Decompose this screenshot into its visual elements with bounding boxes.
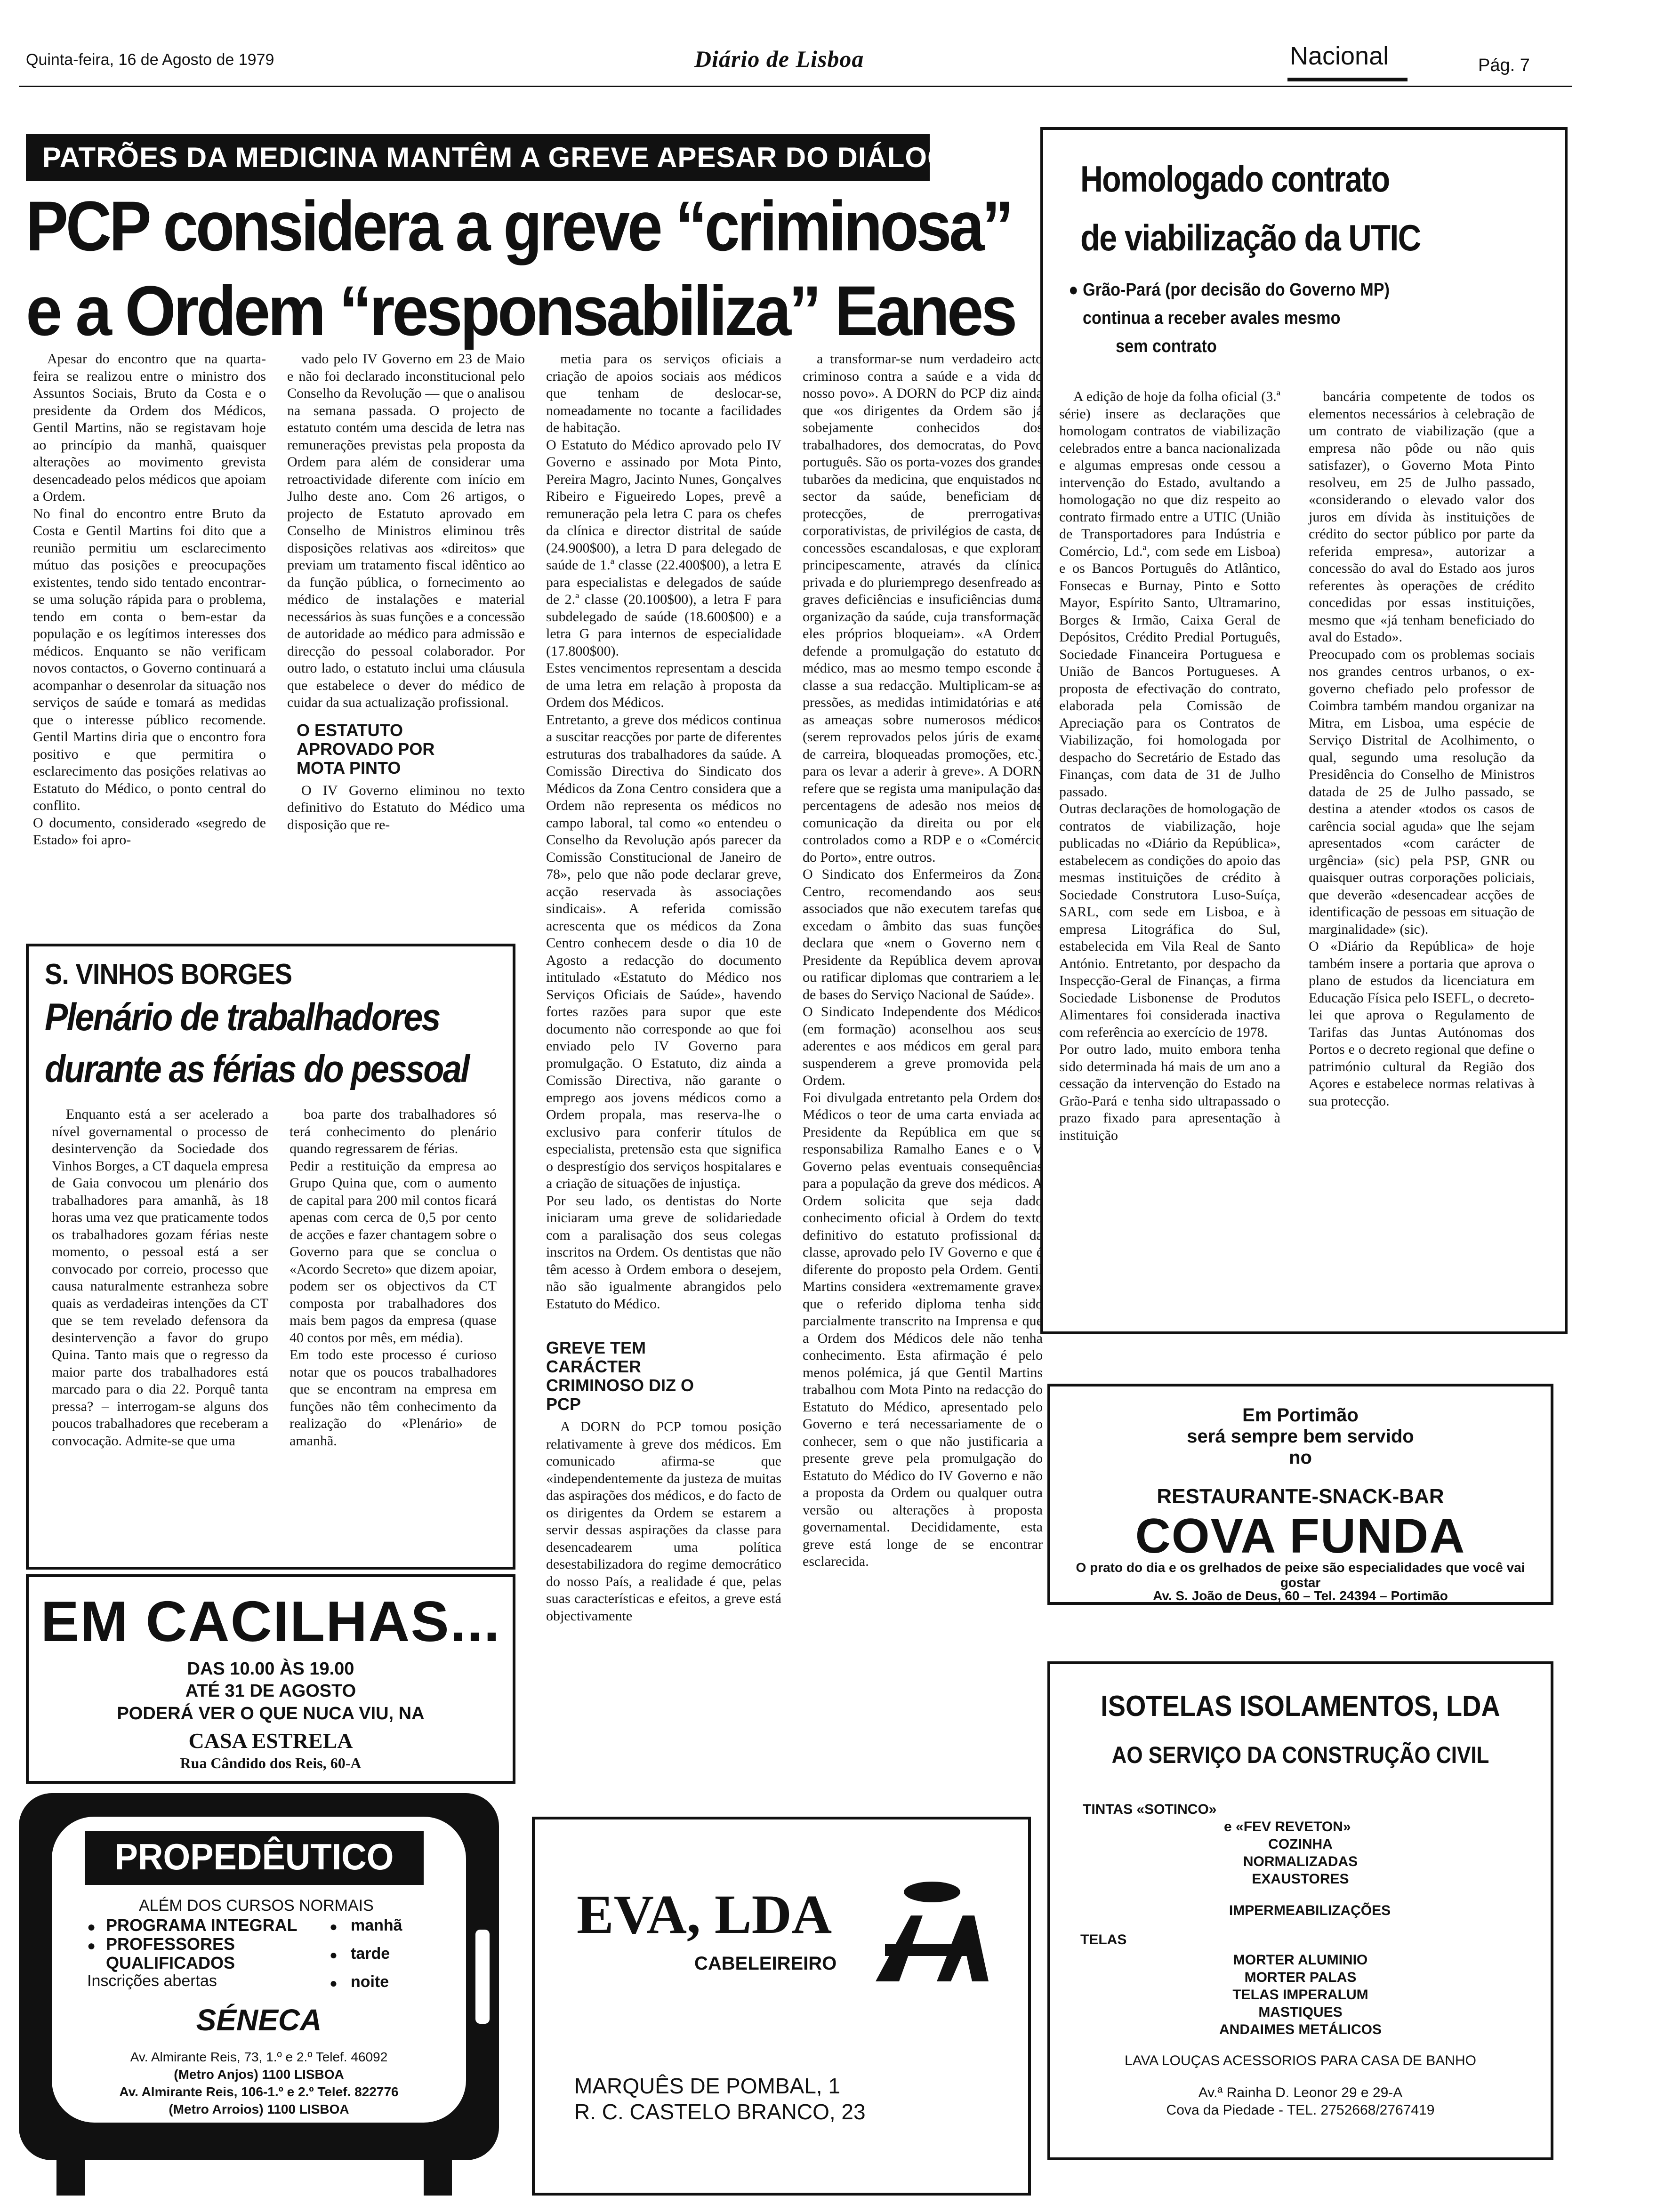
cacilhas-address: Rua Cândido dos Reis, 60-A [180, 1755, 362, 1771]
eva-address-1: MARQUÊS DE POMBAL, 1 [574, 2074, 840, 2098]
isotelas-line-4: NORMALIZADAS [1243, 1854, 1358, 1869]
utic-col-1 [1059, 388, 1280, 1144]
propedeutico-title: PROPEDÊUTICO [114, 1836, 394, 1877]
eva-subtitle: CABELEIREIRO [694, 1953, 837, 1974]
propedeutico-time-3: noite [351, 1973, 389, 1991]
propedeutico-subtitle: ALÉM DOS CURSOS NORMAIS [139, 1897, 374, 1915]
isotelas-line-12: ANDAIMES METÁLICOS [1219, 2022, 1382, 2037]
propedeutico-time-1: manhã [351, 1916, 402, 1934]
page-header [0, 0, 1657, 89]
isotelas-line-3: COZINHA [1268, 1836, 1333, 1852]
propedeutico-address-1: Av. Almirante Reis, 73, 1.º e 2.º Telef. 46092 [130, 2050, 388, 2064]
propedeutico-item-2: PROFESSORES [106, 1934, 235, 1954]
isotelas-line-10: TELAS IMPERALUM [1232, 1987, 1368, 2003]
bullet-icon: ● [87, 1938, 96, 1954]
cova-line-3: no [1289, 1447, 1312, 1468]
cova-line-1: Em Portimão [1242, 1405, 1359, 1426]
vinhos-headline-1: Plenário de trabalhadores [45, 996, 440, 1039]
isotelas-line-11: MASTIQUES [1258, 2004, 1343, 2020]
main-kicker: PATRÕES DA MEDICINA MANTÊM A GREVE APESAR DO DIÁLOGO [42, 142, 973, 173]
cacilhas-line-2: ATÉ 31 DE AGOSTO [185, 1681, 356, 1701]
isotelas-line-8: MORTER ALUMINIO [1233, 1952, 1368, 1968]
vinhos-kicker: S. VINHOS BORGES [45, 958, 292, 991]
main-col-4 [803, 351, 1043, 1571]
subheading: GREVE TEM CARÁCTER CRIMINOSO DIZ O PCP [546, 1338, 694, 1414]
isotelas-line-14: Av.ª Rainha D. Leonor 29 e 29-A [1198, 2085, 1403, 2100]
isotelas-line-9: MORTER PALAS [1244, 1970, 1357, 1985]
header-date: Quinta-feira, 16 de Agosto de 1979 [26, 51, 274, 69]
propedeutico-item-3: Inscrições abertas [87, 1972, 217, 1990]
cacilhas-shop: CASA ESTRELA [188, 1729, 353, 1753]
tv-knob [475, 1930, 490, 2024]
main-col-1 [33, 351, 266, 849]
isotelas-line-1: TINTAS «SOTINCO» [1083, 1802, 1217, 1817]
utic-headline-1: Homologado contrato [1080, 158, 1390, 200]
article-text: bancária competente de todos os elementos necessários à celebração de um contrato de viabilização (que a empresa não pôde ou não quis satisfazer), o Governo Mota Pinto resolveu, em 25 de Julho passado, «considerando o elevado valor dos juros em dívida às instituições de crédito do sector público por parte da referida empresa», autorizar a concessão do aval do Estado aos juros referentes às operações de crédito concedidas por essas instituições, mesmo que «já tenham beneficiado do aval do Estado». Preocupado com os problemas sociais nos grandes centros urbanos, o ex-governo chefiado pelo professor de Coimbra também mandou organizar na Mitra, em Lisboa, uma espécie de Serviço Distrital de Acolhimento, o qual, segundo uma resolução da Presidência do Conselho de Ministros datada de 25 de Julho passado, se destina a atender «todos os casos de carência social aguda» que lhe sejam apresentados «com carácter de urgência» (sic) pela PSP, GNR ou quaisquer outras corporações policiais, que deverão «desencadear acções de identificação de pessoas em situação de marginalidade» (sic). O «Diário da República» de hoje também insere a portaria que aprova o plano de estudos da licenciatura em Educação Física pelo ISEFL, o decreto-lei que aprova o Regulamento de Tarifas das Juntas Autónomas dos Portos e o decreto regional que define o património cultural da Região dos Açores e estabelece normas relativas à sua protecção. [1309, 389, 1535, 1109]
eva-title: EVA, LDA [577, 1883, 832, 1945]
article-text: boa parte dos trabalhadores só terá conhecimento do plenário quando regressarem de férias. Pedir a restituição da empresa ao Grupo Quina que, com o aumento de capital para 200 mil contos ficará apenas com cerca de 0,5 por cento de acções e fazer chantagem sobre o Governo para que se conclua o «Acordo Secreto» que dizem apoiar, podem ser os objectivos da CT composta por trabalhadores dos mais bem pagos da empresa (quase 40 contos por mês, em média). Em todo este processo é curioso notar que os poucos trabalhadores que se encontram na empresa em funções não têm conhecimento da realização do «Plenário» de amanhã. [290, 1106, 497, 1449]
article-text: Enquanto está a ser acelerado a nível governamental o processo de desintervenção da Sociedade dos Vinhos Borges, a CT daquela empresa de Gaia convocou um plenário dos trabalhadores para amanhã, às 18 horas uma vez que praticamente todos os trabalhadores gozam férias neste momento, o pessoal está a ser convocado por correio, processo que causa naturalmente estranheza sobre quais as verdadeiras intenções da CT que se tem revelado defensora da desintervenção a favor do grupo Quina. Tanto mais que o regresso da maior parte dos trabalhadores está marcado para o dia 22. Porquê tanta pressa? – interrogam-se alguns dos poucos trabalhadores que receberam a convocação. Admite-se que uma [52, 1106, 268, 1449]
cova-tagline: O prato do dia e os grelhados de peixe são especialidades que você vai gostar [1076, 1560, 1525, 1590]
cova-name: COVA FUNDA [1135, 1509, 1466, 1563]
vinhos-headline-2: durante as férias do pessoal [45, 1048, 469, 1090]
bullet-icon: ● [330, 1919, 338, 1934]
isotelas-line-15: Cova da Piedade - TEL. 2752668/2767419 [1166, 2102, 1435, 2118]
logo-head [904, 1882, 960, 1902]
main-headline-2: e a Ordem “responsabiliza” Eanes [26, 271, 1015, 350]
seneca-name: SÉNECA [196, 2003, 322, 2037]
propedeutico-time-2: tarde [351, 1945, 390, 1963]
utic-headline-2: de viabilização da UTIC [1080, 217, 1421, 258]
article-text: a transformar-se num verdadeiro acto criminoso contra a saúde e a vida do nosso povo». A DORN do PCP diz ainda que «os dirigentes da Ordem são já sobejamente conhecidos dos trabalhadores, dos democratas, do Povo português. São os porta-vozes dos grandes tubarões da medicina, que enquistados no sector da saúde, beneficiam de protecções, de prerrogativas corporativistas, de privilégios de casta, de concessões escandalosas, e que exploram principescamente, através da clínica privada e do pluriemprego desenfreado as graves deficiências e insuficiências duma organização da saúde, cuja transformação eles próprios bloqueiam». «A Ordem defende a promulgação do estatuto do médico, mas ao mesmo tempo esconde à classe a sua redacção. Multiplicam-se as pressões, as medidas intimidatórias e até as ameaças sobre numerosos médicos (serem reprovados pelos júris de exame de carreira, bloqueadas promoções, etc.) para os levar a aderir à greve». A DORN refere que se regista uma manipulação das percentagens de adesão nos meios de comunicação da direita ou por ele controlados como a RDP e o «Comércio do Porto», entre outros. O Sindicato dos Enfermeiros da Zona Centro, recomendando aos seus associados que não executem tarefas que excedam o âmbito das suas funções declara que «nem o Governo nem o Presidente da República devem aprovar ou ratificar diplomas que contrariem a lei de bases do Serviço Nacional de Saúde». O Sindicato Independente dos Médicos (em formação) aconselhou aos seus aderentes e aos médicos em geral para suspenderem a greve promovida pela Ordem. Foi divulgada entretanto pela Ordem dos Médicos o teor de uma carta enviada ao Presidente da República em que se responsabiliza Ramalho Eanes e o V Governo pelas eventuais consequências para a população da greve dos médicos. A Ordem solicita que seja dado conhecimento oficial à Ordem do texto definitivo do estatuto profissional da classe, aprovado pelo IV Governo e que é diferente do proposto pela Ordem. Gentil Martins considera «extremamente grave» que o referido diploma tenha sido parcialmente transcrito na Imprensa e que a Ordem dos Médicos dele não tenha conhecimento. Esta afirmação é pelo menos polémica, já que Gentil Martins trabalhou com Mota Pinto na redacção do Estatuto do Médico, apresentado pelo Governo e terá necessariamente de o conhecer, sem o que não justificaria a presente greve pela promulgação do Estatuto do Médico do IV Governo e não a proposta da Ordem ou qualquer outra versão ou alterações à proposta governamental. Decididamente, esta greve está longe de se encontrar esclarecida. [803, 351, 1043, 1569]
cacilhas-title: EM CACILHAS... [40, 1589, 501, 1653]
logo-bar [885, 1944, 979, 1956]
section-name: Nacional [1290, 42, 1389, 70]
main-headline-1: PCP considera a greve “criminosa” [26, 186, 1011, 265]
utic-col-2 [1309, 388, 1535, 1110]
bullet-icon: ● [330, 1976, 338, 1990]
article-text: Apesar do encontro que na quarta-feira se realizou entre o ministro dos Assuntos Sociais, Bruto da Costa e o presidente da Ordem dos Médicos, Gentil Martins, não se registavam hoje ao princípio da manhã, quaisquer alterações ao movimento grevista desencadeado pelos médicos que apoiam a Ordem. No final do encontro entre Bruto da Costa e Gentil Martins foi dito que a reunião permitiu um esclarecimento mútuo das posições e preocupações existentes, tendo sido tentado encontrar-se uma solução rápida para o problema, tendo em conta o bem-estar da população e os legítimos interesses dos médicos. Enquanto se não verificam novos contactos, o Governo continuará a acompanhar o desenrolar da situação nos serviços de saúde e tomará as medidas que o interesse público recomende. Gentil Martins diria que o encontro fora positivo e que permitira o esclarecimento das posições relativas ao Estatuto do Médico, o ponto central do conflito. O documento, considerado «segredo de Estado» foi apro- [33, 351, 266, 848]
eva-ad [532, 1817, 1031, 2196]
tv-foot-right [424, 2160, 452, 2196]
article-text: A edição de hoje da folha oficial (3.ª série) insere as declarações que homologam contratos de viabilização celebrados entre a banca nacionalizada e algumas empresas onde cessou a intervenção do Estado, avultando a homologação no que diz respeito ao contrato firmado entre a UTIC (União de Transportadores para Indústria e Comércio, Ld.ª, com sede em Lisboa) e os Bancos Português do Atlântico, Fonsecas e Burnay, Pinto e Sotto Mayor, Espírito Santo, Ultramarino, Borges & Irmão, Caixa Geral de Depósitos, Crédito Predial Português, Sociedade Financeira Portuguesa e União de Bancos Portugueses. A proposta de efectivação do contrato, elaborada pela Comissão de Apreciação para os Contratos de Viabilização, foi homologada por despacho do Secretário de Estado das Finanças, com data de 31 de Julho passado. Outras declarações de homologação de contratos de viabilização, hoje publicadas no «Diário da República», estabelecem as condições do apoio das mesmas instituições de crédito à Sociedade Construtora Luso-Suíça, SARL, com sede em Lisboa, e à empresa Litográfica do Sul, estabelecida em Vila Real de Santo António. Entretanto, por despacho da Inspecção-Geral de Finanças, a firma Sociedade Lisbonense de Produtos Alimentares foi considerada inactiva com referência ao exercício de 1978. Por outro lado, muito embora tenha sido determinada há mais de um ano a cessação da intervenção do Estado na Grão-Pará e tenha sido ultrapassado o prazo fixado para apresentação à instituição [1059, 389, 1280, 1143]
section-underline [1287, 78, 1408, 81]
propedeutico-address-4: (Metro Arroios) 1100 LISBOA [169, 2102, 349, 2116]
propedeutico-item-1: PROGRAMA INTEGRAL [106, 1915, 298, 1935]
article-text: vado pelo IV Governo em 23 de Maio e não foi declarado inconstitucional pelo Conselho da Revolução — que o analisou na semana passada. O projecto de estatuto contém uma descida de letra nas remunerações previstas pela proposta da Ordem para além de considerar uma retroactividade diferente com início em Julho deste ano. Com 26 artigos, o projecto de Estatuto aprovado em Conselho de Ministros eliminou três disposições relativas aos «direitos» que previam um tratamento fiscal idêntico ao da função pública, o fornecimento ao médico de instalações e material necessários às suas funções e a concessão de autoridade ao médico para admissão e direcção do pessoal colaborador. Por outro lado, o estatuto inclui uma cláusula que estabelece o dever do médico de cuidar da sua actualização profissional. [287, 351, 525, 710]
isotelas-line-2: e «FEV REVETON» [1224, 1819, 1351, 1835]
propedeutico-item-2b: QUALIFICADOS [106, 1953, 235, 1972]
article-text: A DORN do PCP tomou posição relativamente à greve dos médicos. Em comunicado afirma-se que «independentemente da justeza de muitas das aspirações dos médicos, e do facto de os dirigentes da Ordem se estarem a servir dessas aspirações da classe para desencadearem uma política desestabilizadora do regime democrático do nosso País, a realidade é que, pelas suas características e efeitos, a greve está objectivamente [546, 1419, 781, 1624]
eva-logo [866, 1878, 998, 1991]
isotelas-line-6: IMPERMEABILIZAÇÕES [1229, 1903, 1391, 1918]
isotelas-line-13: LAVA LOUÇAS ACESSORIOS PARA CASA DE BANHO [1125, 2053, 1476, 2068]
masthead: Diário de Lisboa [694, 46, 864, 72]
isotelas-line-5: EXAUSTORES [1252, 1871, 1349, 1887]
vinhos-col-2 [290, 1106, 497, 1450]
page-number: Pág. 7 [1478, 56, 1530, 75]
cova-kind: RESTAURANTE-SNACK-BAR [1157, 1485, 1444, 1508]
main-col-2 [287, 351, 525, 834]
cova-address: Av. S. João de Deus, 60 – Tel. 24394 – Portimão [1153, 1588, 1448, 1603]
header-rule [19, 86, 1572, 87]
isotelas-title: ISOTELAS ISOLAMENTOS, LDA [1101, 1690, 1500, 1723]
article-text: metia para os serviços oficiais a criação de apoios sociais aos médicos que tenham de deslocar-se, nomeadamente no tocante a facilidades de habitação. O Estatuto do Médico aprovado pelo IV Governo e assinado por Mota Pinto, Pereira Magro, Jacinto Nunes, Gonçalves Ribeiro e Figueiredo Lopes, prevê a remuneração pela letra C para os chefes da clínica e director distrital de saúde (24.900$00), a letra D para delegado de saúde de 1.ª classe (22.400$00), a letra E para especialistas e delegados de saúde de 2.ª classe (20.100$00), a letra F para subdelegado de saúde (18.600$00) e a letra G para internos de especialidade (17.800$00). Estes vencimentos representam a descida de uma letra em relação à proposta da Ordem dos Médicos. Entretanto, a greve dos médicos continua a suscitar reacções por parte de diferentes estruturas dos trabalhadores da saúde. A Comissão Directiva do Sindicato dos Médicos da Zona Centro considera que a Ordem não representa os médicos no campo laboral, tal como «o entendeu o Conselho da Revolução após parecer da Comissão Constitucional de Janeiro de 78», pelo que não pode declarar greve, acção reservada às associações sindicais». A referida comissão acrescenta que os médicos da Zona Centro conhecem desde o dia 10 de Agosto a redacção do documento intitulado «Estatuto do Médico nos Serviços Oficiais de Saúde», havendo fortes razões para supor que este documento não corresponde ao que foi enviado pelo IV Governo para promulgação. O Estatuto, diz ainda a Comissão Directiva, não garante o emprego aos jovens médicos como a Ordem propala, mas reserva-lhe o exclusivo para conferir títulos de especialista, pretensão esta que significa o desprestígio dos serviços hospitalares e a criação de situações de injustiça. Por seu lado, os dentistas do Norte iniciaram uma greve de solidariedade com a paralisação dos seus colegas inscritos na Ordem. Os dentistas que não têm acesso à Ordem embora o desejem, não são igualmente abrangidos pelo Estatuto do Médico. [546, 351, 781, 1312]
propedeutico-address-3: Av. Almirante Reis, 106-1.º e 2.º Telef. 822776 [119, 2084, 399, 2099]
cova-line-2: será sempre bem servido [1187, 1426, 1414, 1447]
tv-foot-left [56, 2160, 85, 2196]
subheading: O ESTATUTO APROVADO POR MOTA PINTO [297, 720, 435, 777]
vinhos-col-1 [52, 1106, 268, 1450]
isotelas-subtitle: AO SERVIÇO DA CONSTRUÇÃO CIVIL [1111, 1742, 1489, 1768]
article-text: O IV Governo eliminou no texto definitivo do Estatuto do Médico uma disposição que re- [287, 782, 525, 833]
utic-subhead-2: continua a receber avales mesmo [1083, 308, 1341, 328]
cacilhas-line-1: DAS 10.00 ÀS 19.00 [187, 1659, 354, 1679]
isotelas-line-7: TELAS [1080, 1932, 1127, 1948]
utic-subhead-1: ● Grão-Pará (por decisão do Governo MP) [1069, 280, 1390, 300]
main-col-3 [546, 351, 781, 1625]
eva-address-2: R. C. CASTELO BRANCO, 23 [574, 2100, 866, 2124]
bullet-icon: ● [87, 1919, 96, 1935]
utic-subhead-3: sem contrato [1116, 337, 1217, 356]
propedeutico-address-2: (Metro Anjos) 1100 LISBOA [174, 2067, 344, 2082]
bullet-icon: ● [330, 1948, 338, 1962]
cacilhas-line-3: PODERÁ VER O QUE NUCA VIU, NA [117, 1704, 425, 1723]
